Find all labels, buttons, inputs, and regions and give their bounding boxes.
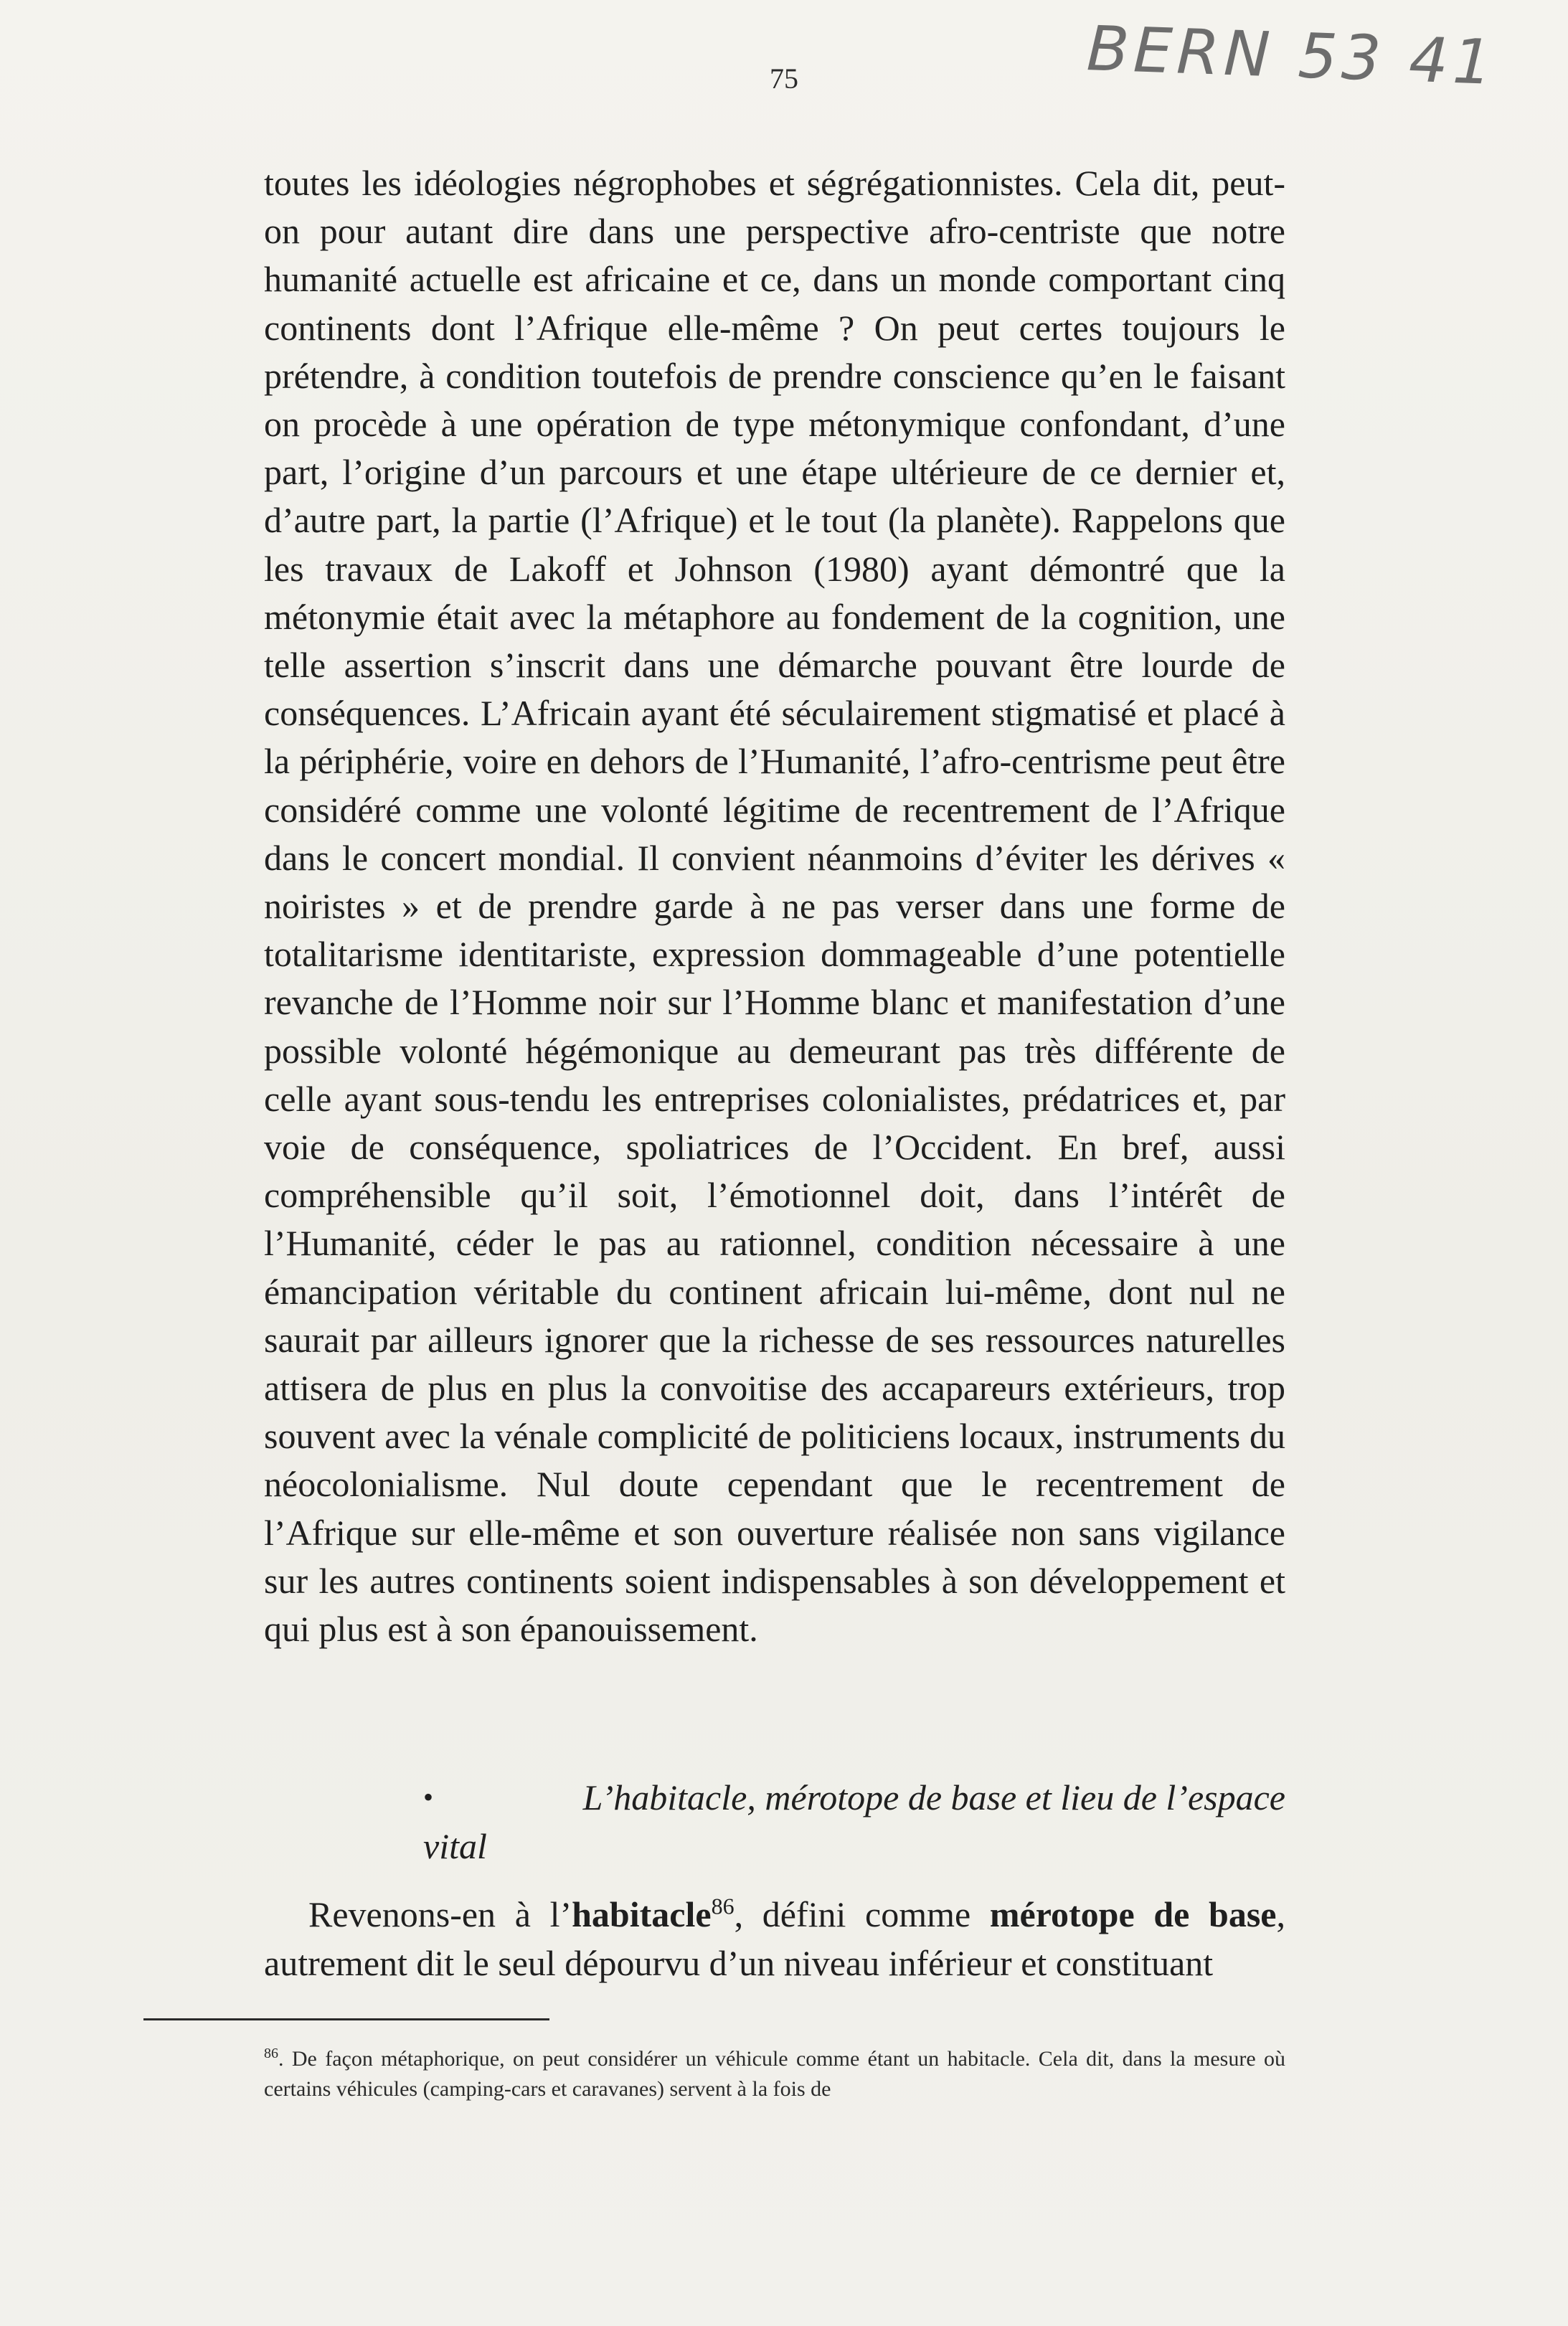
paragraph: toutes les idéologies négrophobes et ségrégationnistes. Cela dit, peut-on pour autant dire dans une perspective afro-centriste que notre humanité actuelle est africaine et ce, dans un monde comportant cinq continents dont l’Afrique elle-même ? On peut certes toujours le prétendre, à condition toutefois de prendre conscience qu’en le faisant on procède à une opération de type métonymique confondant, d’une part, l’origine d’un parcours et une étape ultérieure de ce dernier et, d’autre part, la partie (l’Afrique) et le tout (la planète). Rappelons que les travaux de Lakoff et Johnson (1980) ayant démontré que la métonymie était avec la métaphore au fondement de la cognition, une telle assertion s’inscrit dans une démarche pouvant être lourde de conséquences. L’Africain ayant été séculairement stigmatisé et placé à la périphérie, voire en dehors de l’Humanité, l’afro-centrisme peut être considéré comme une volonté légitime de recentrement de l’Afrique dans le concert mondial. Il convient néanmoins d’éviter les dérives « noiristes » et de prendre garde à ne pas verser dans une forme de totalitarisme identitariste, expression dommageable d’une potentielle revanche de l’Homme noir sur l’Homme blanc et manifestation d’une possible volonté hégémonique au demeurant pas très différente de celle ayant sous-tendu les entreprises colonialistes, prédatrices et, par voie de conséquence, spoliatrices de l’Occident. En bref, aussi compréhensible qu’il soit, l’émotionnel doit, dans l’intérêt de l’Humanité, céder le pas au rationnel, condition nécessaire à une émancipation véritable du continent africain lui-même, dont nul ne saurait par ailleurs ignorer que la richesse de ses ressources naturelles attisera de plus en plus la convoitise des accapareurs extérieurs, trop souvent avec la vénale complicité de politiciens locaux, instruments du néocolonialisme. Nul doute cependant que le recentrement de l’Afrique sur elle-même et son ouverture réalisée non sans vigilance sur les autres continents soient indispensables à son développement et qui plus est à son épanouissement. [264,163,1285,1650]
paragraph-text: , défini comme [734,1894,990,1934]
paragraph-text: , autrement dit le seul dépourvu d’un niveau inférieur et constituant [264,1894,1285,1983]
paragraph-text: Revenons-en à l’ [308,1894,572,1934]
body-text [264,159,1285,1653]
footnote-text: . De façon métaphorique, on peut considérer un véhicule comme étant un habitacle. Cela dit, dans la mesure où certains véhicules (camping-cars et caravanes) servent à la fois de [264,2047,1285,2101]
section-heading-text-continued: vital [423,1826,487,1866]
section-heading [264,1773,1285,1871]
page-number: 75 [770,62,798,95]
section-heading-text: L’habitacle, mérotope de base et lieu de l’espace [582,1777,1285,1817]
footnote-separator [143,2018,549,2020]
key-term: habitacle [572,1894,712,1934]
body-text-section [264,1890,1285,1987]
footnote-reference[interactable]: 86 [711,1893,735,1919]
footnote [264,2044,1285,2104]
paragraph [264,1890,1285,1987]
handwritten-annotation: BERN 53 41 [1085,13,1498,99]
bullet-icon: • [423,1781,434,1813]
key-term: mérotope de base [989,1894,1277,1934]
footnote-number: 86 [264,2046,278,2061]
